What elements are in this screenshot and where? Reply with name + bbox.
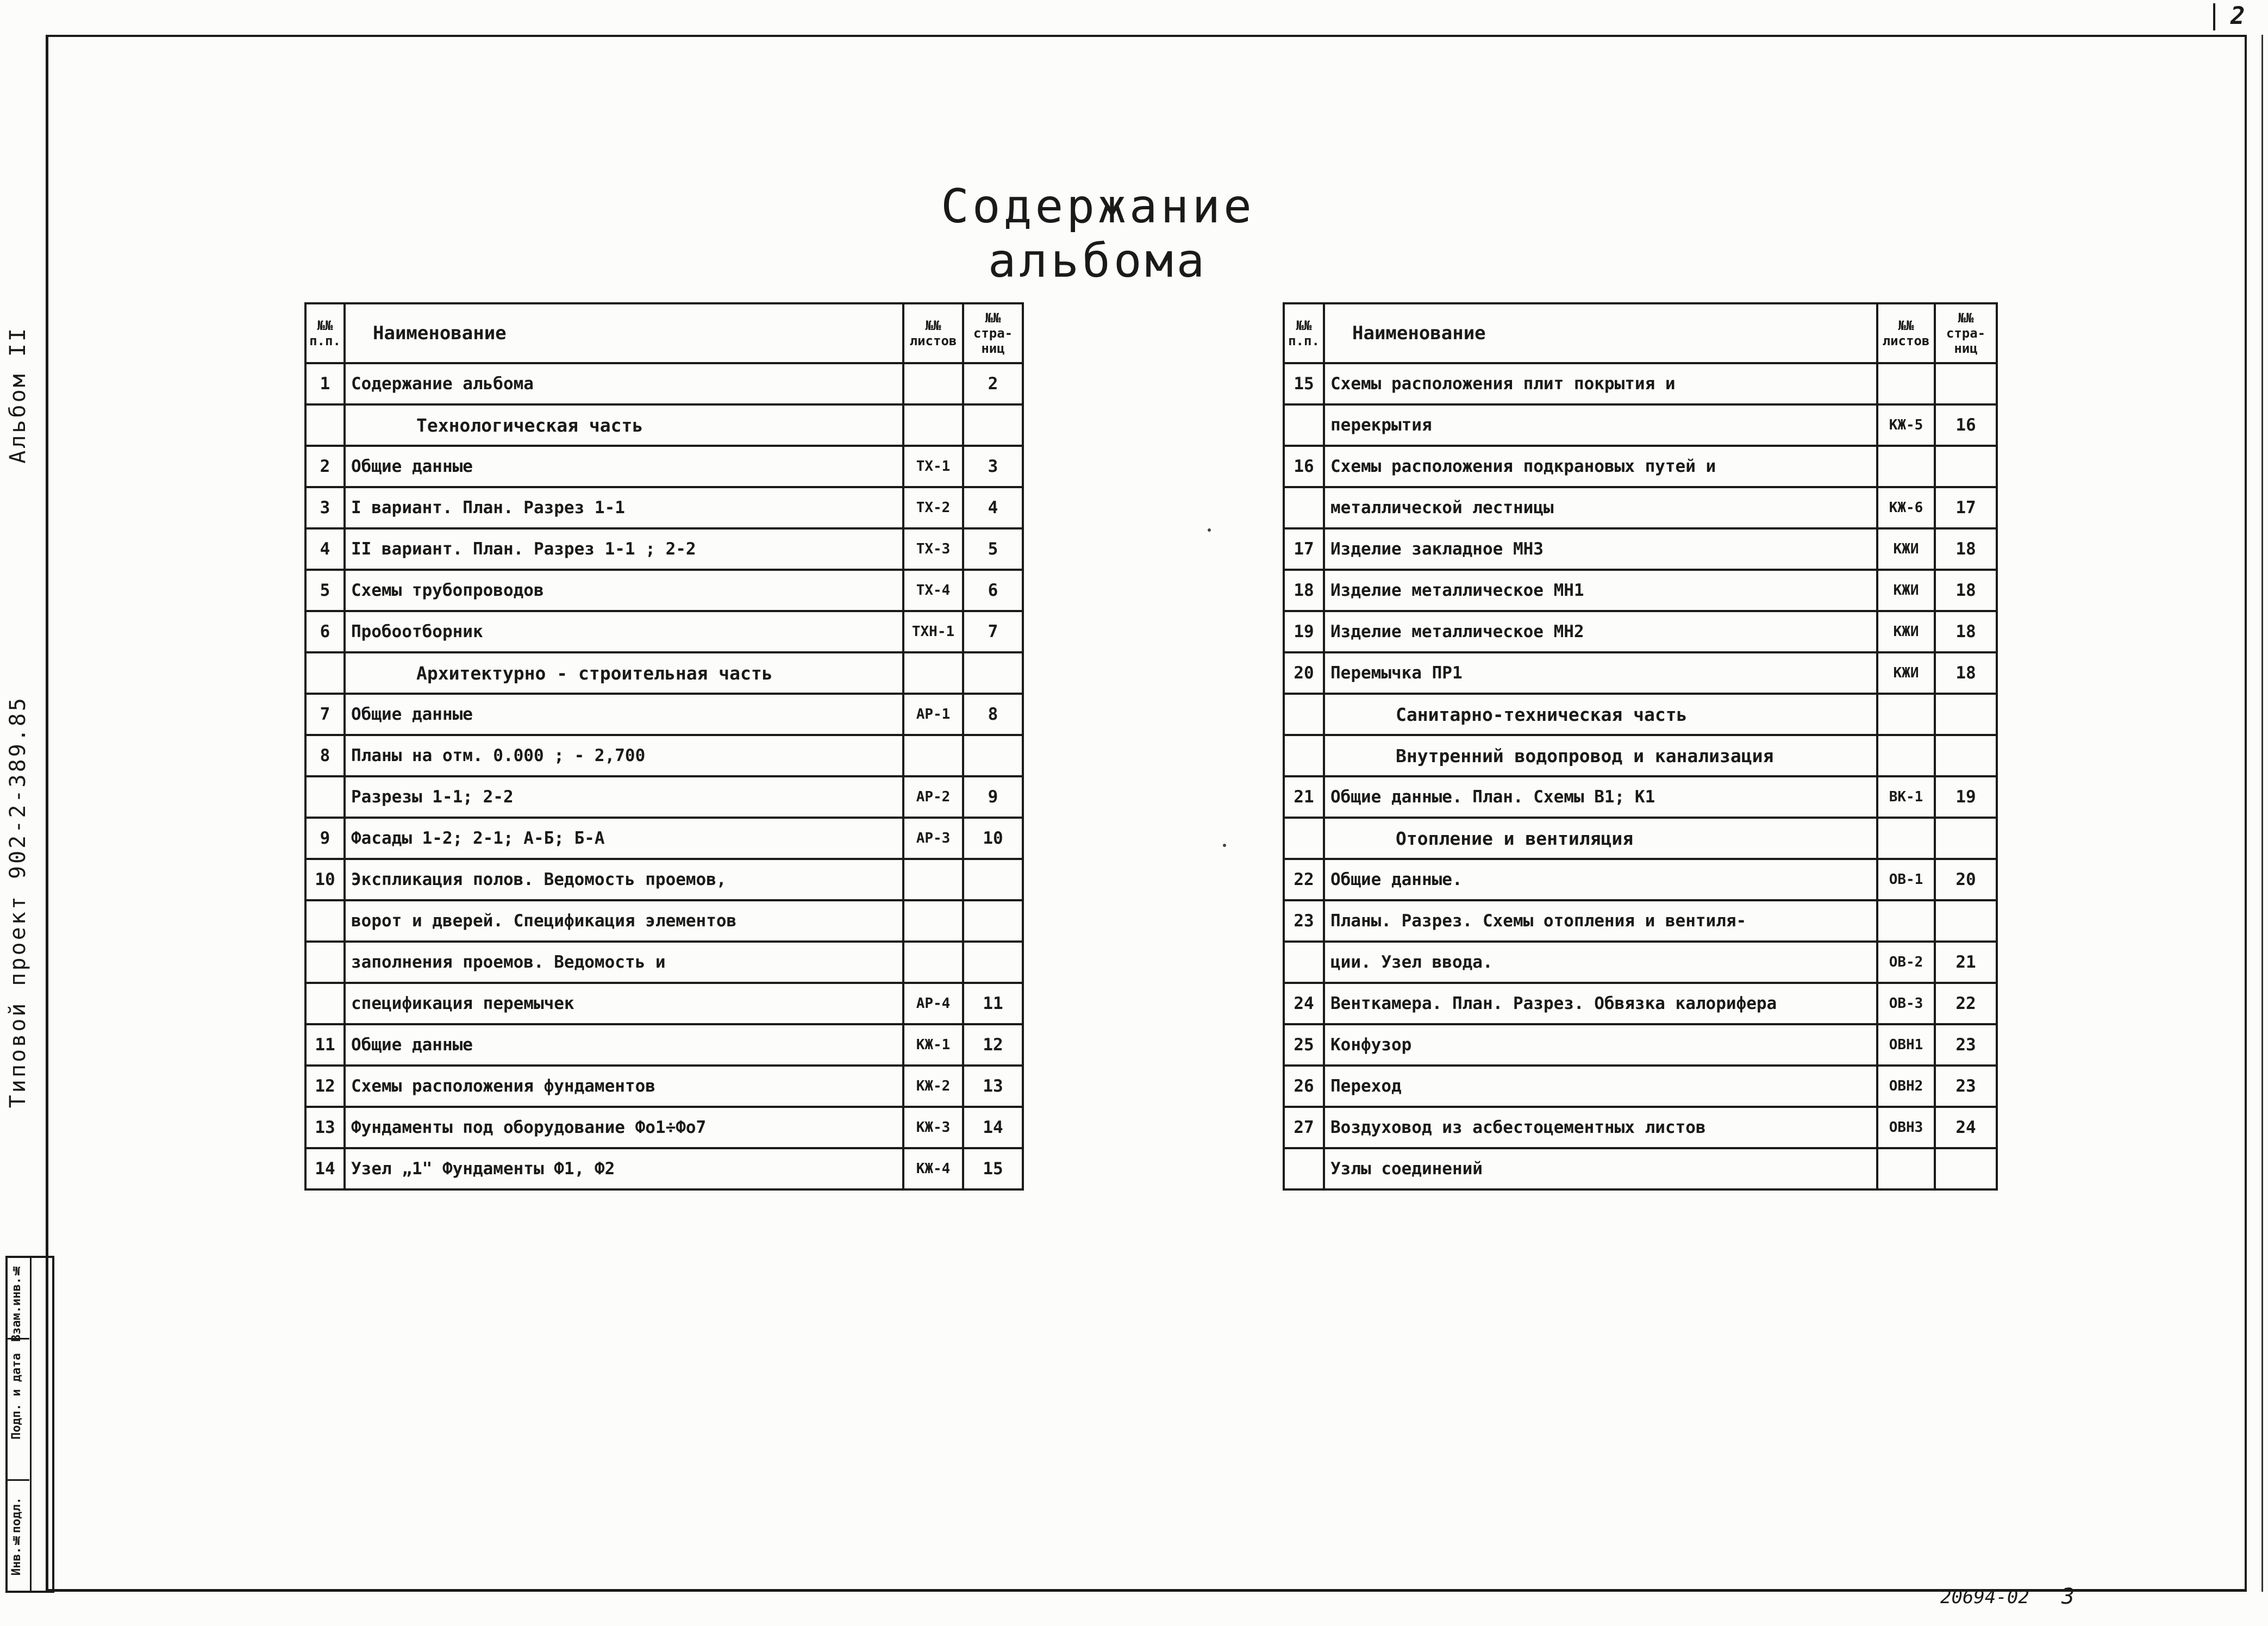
row-number — [1284, 818, 1324, 859]
page-number-cell: 6 — [963, 570, 1023, 611]
page-number-cell — [963, 735, 1023, 776]
table-row — [305, 487, 1023, 528]
side-album-label: Альбом II — [5, 326, 30, 464]
header-name: Наименование — [1324, 303, 1877, 363]
row-number: 24 — [1284, 983, 1324, 1024]
item-name: Воздуховод из асбестоцементных листов — [1324, 1107, 1877, 1148]
item-name: Переход — [1324, 1066, 1877, 1107]
page-number-cell: 21 — [1935, 942, 1997, 983]
sheet-code: ОВ-3 — [1877, 983, 1935, 1024]
page-number-cell — [963, 900, 1023, 942]
table-row — [305, 404, 1023, 446]
table-row — [1284, 983, 1997, 1024]
table-row — [305, 776, 1023, 818]
row-number — [305, 776, 345, 818]
item-name: Содержание альбома — [345, 363, 903, 404]
page-title: Содержание альбома — [941, 179, 1255, 288]
item-name: Схемы расположения фундаментов — [345, 1066, 903, 1107]
table-row — [1284, 900, 1997, 942]
row-number: 14 — [305, 1148, 345, 1189]
item-name: Схемы расположения плит покрытия и — [1324, 363, 1877, 404]
table-row — [1284, 1066, 1997, 1107]
header-pages: №№ стра-ниц — [963, 303, 1023, 363]
table-row — [305, 942, 1023, 983]
header-sheets: №№ листов — [903, 303, 963, 363]
row-number: 1 — [305, 363, 345, 404]
header-pages: №№ стра-ниц — [1935, 303, 1997, 363]
page-number-cell: 12 — [963, 1024, 1023, 1066]
corner-mark — [2213, 3, 2215, 30]
section-heading: Внутренний водопровод и канализация — [1324, 735, 1877, 776]
side-project-label: Типовой проект 902-2-389.85 — [5, 696, 30, 1108]
row-number: 2 — [305, 446, 345, 487]
row-number: 9 — [305, 818, 345, 859]
sheet-code — [1877, 694, 1935, 735]
sheet-code — [1877, 363, 1935, 404]
table-row — [1284, 735, 1997, 776]
page-number-cell — [1935, 900, 1997, 942]
sheet-code — [903, 942, 963, 983]
row-number: 4 — [305, 528, 345, 570]
row-number: 26 — [1284, 1066, 1324, 1107]
page-number-cell: 18 — [1935, 528, 1997, 570]
item-name: Экспликация полов. Ведомость проемов, — [345, 859, 903, 900]
sheet-code: ОВ-2 — [1877, 942, 1935, 983]
item-name: Разрезы 1-1; 2-2 — [345, 776, 903, 818]
table-row — [305, 1107, 1023, 1148]
sheet-code — [903, 404, 963, 446]
page-number-cell: 23 — [1935, 1066, 1997, 1107]
sheet-code — [903, 363, 963, 404]
table-row — [305, 983, 1023, 1024]
table-row — [1284, 818, 1997, 859]
page-number-cell — [963, 652, 1023, 694]
table-row — [1284, 694, 1997, 735]
table-row — [1284, 611, 1997, 652]
page-number-cell — [963, 942, 1023, 983]
sheet-code: КЖ-2 — [903, 1066, 963, 1107]
row-number — [1284, 942, 1324, 983]
sheet-code: КЖИ — [1877, 570, 1935, 611]
item-name: ции. Узел ввода. — [1324, 942, 1877, 983]
sheet-code: КЖИ — [1877, 611, 1935, 652]
page-number-cell — [1935, 363, 1997, 404]
section-heading: Технологическая часть — [345, 404, 903, 446]
sheet-code: ТХ-4 — [903, 570, 963, 611]
page-number-cell: 4 — [963, 487, 1023, 528]
table-row — [1284, 570, 1997, 611]
page-number-cell — [1935, 818, 1997, 859]
section-heading: Архитектурно - строительная часть — [345, 652, 903, 694]
table-row — [1284, 1024, 1997, 1066]
page-number-cell: 5 — [963, 528, 1023, 570]
item-name: Общие данные. План. Схемы В1; К1 — [1324, 776, 1877, 818]
item-name: Фасады 1-2; 2-1; А-Б; Б-А — [345, 818, 903, 859]
page-number-cell: 18 — [1935, 570, 1997, 611]
row-number — [305, 900, 345, 942]
sheet-code — [1877, 818, 1935, 859]
table-row — [305, 818, 1023, 859]
table-row — [1284, 776, 1997, 818]
table-row — [305, 363, 1023, 404]
table-row — [1284, 487, 1997, 528]
table-header-row — [305, 303, 1023, 363]
table-row — [305, 528, 1023, 570]
page-number-cell: 16 — [1935, 404, 1997, 446]
page-number-cell — [1935, 446, 1997, 487]
page-number-cell: 14 — [963, 1107, 1023, 1148]
item-name: Общие данные — [345, 694, 903, 735]
table-row — [305, 570, 1023, 611]
row-number: 6 — [305, 611, 345, 652]
row-number — [1284, 694, 1324, 735]
item-name: Перемычка ПР1 — [1324, 652, 1877, 694]
document-code: 20694-02 — [1940, 1586, 2029, 1608]
page-number-cell: 7 — [963, 611, 1023, 652]
item-name: Общие данные — [345, 1024, 903, 1066]
item-name: Общие данные. — [1324, 859, 1877, 900]
item-name: Схемы расположения подкрановых путей и — [1324, 446, 1877, 487]
row-number: 21 — [1284, 776, 1324, 818]
table-row — [1284, 363, 1997, 404]
sheet-code: ОВН3 — [1877, 1107, 1935, 1148]
sheet-code — [1877, 446, 1935, 487]
sheet-code — [903, 900, 963, 942]
page-number-cell: 15 — [963, 1148, 1023, 1189]
row-number: 8 — [305, 735, 345, 776]
table-row — [1284, 1148, 1997, 1189]
sheet-code — [903, 652, 963, 694]
page-number-cell — [963, 404, 1023, 446]
item-name: ворот и дверей. Спецификация элементов — [345, 900, 903, 942]
row-number: 25 — [1284, 1024, 1324, 1066]
table-row — [1284, 1107, 1997, 1148]
page-number-cell: 2 — [963, 363, 1023, 404]
sheet-code: АР-1 — [903, 694, 963, 735]
page-number-cell: 11 — [963, 983, 1023, 1024]
sheet-code — [903, 859, 963, 900]
page-number-cell: 8 — [963, 694, 1023, 735]
sheet-code — [1877, 900, 1935, 942]
row-number: 16 — [1284, 446, 1324, 487]
header-sheets: №№ листов — [1877, 303, 1935, 363]
item-name: Узлы соединений — [1324, 1148, 1877, 1189]
page-number-cell: 22 — [1935, 983, 1997, 1024]
table-row — [305, 1148, 1023, 1189]
page-number-cell: 13 — [963, 1066, 1023, 1107]
item-name: Пробоотборник — [345, 611, 903, 652]
approval-stamp — [5, 1256, 54, 1593]
item-name: Фундаменты под оборудование Фо1÷Фо7 — [345, 1107, 903, 1148]
row-number: 23 — [1284, 900, 1324, 942]
sheet-code: ВК-1 — [1877, 776, 1935, 818]
row-number: 7 — [305, 694, 345, 735]
table-row — [1284, 404, 1997, 446]
item-name: Планы. Разрез. Схемы отопления и вентиля- — [1324, 900, 1877, 942]
table-row — [305, 1024, 1023, 1066]
page-number-cell: 3 — [963, 446, 1023, 487]
table-row — [305, 611, 1023, 652]
sheet-code: АР-4 — [903, 983, 963, 1024]
row-number: 17 — [1284, 528, 1324, 570]
table-row — [1284, 528, 1997, 570]
row-number: 11 — [305, 1024, 345, 1066]
sheet-code — [1877, 1148, 1935, 1189]
item-name: металлической лестницы — [1324, 487, 1877, 528]
stamp-label: Взам.инв.№ — [10, 1263, 23, 1342]
contents-table-left — [304, 302, 1024, 1191]
row-number — [305, 652, 345, 694]
table-row — [305, 859, 1023, 900]
item-name: I вариант. План. Разрез 1-1 — [345, 487, 903, 528]
sheet-code — [1877, 735, 1935, 776]
table-row — [305, 446, 1023, 487]
sheet-code: КЖ-5 — [1877, 404, 1935, 446]
item-name: II вариант. План. Разрез 1-1 ; 2-2 — [345, 528, 903, 570]
sheet-code: АР-3 — [903, 818, 963, 859]
page-number: 3 — [2061, 1584, 2075, 1609]
page-number-cell: 23 — [1935, 1024, 1997, 1066]
page-number-cell — [1935, 735, 1997, 776]
row-number: 12 — [305, 1066, 345, 1107]
row-number: 5 — [305, 570, 345, 611]
item-name: перекрытия — [1324, 404, 1877, 446]
section-heading: Отопление и вентиляция — [1324, 818, 1877, 859]
item-name: Изделие металлическое МН2 — [1324, 611, 1877, 652]
sheet-code: ТХН-1 — [903, 611, 963, 652]
header-num: №№ п.п. — [305, 303, 345, 363]
page-number-cell — [1935, 1148, 1997, 1189]
page-number-cell: 20 — [1935, 859, 1997, 900]
right-margin-strip — [2247, 35, 2263, 1592]
row-number — [305, 983, 345, 1024]
page-number-cell: 9 — [963, 776, 1023, 818]
section-heading: Санитарно-техническая часть — [1324, 694, 1877, 735]
row-number: 18 — [1284, 570, 1324, 611]
page-number-cell: 17 — [1935, 487, 1997, 528]
header-name: Наименование — [345, 303, 903, 363]
item-name: Изделие металлическое МН1 — [1324, 570, 1877, 611]
row-number — [1284, 404, 1324, 446]
row-number: 19 — [1284, 611, 1324, 652]
row-number — [305, 942, 345, 983]
table-row — [305, 652, 1023, 694]
sheet-code: КЖ-3 — [903, 1107, 963, 1148]
row-number — [1284, 1148, 1324, 1189]
item-name: Конфузор — [1324, 1024, 1877, 1066]
stamp-label: Подп. и дата — [10, 1353, 23, 1440]
row-number: 15 — [1284, 363, 1324, 404]
speck — [1223, 844, 1226, 847]
sheet-code — [903, 735, 963, 776]
speck — [1208, 528, 1211, 532]
sheet-code: ОВН1 — [1877, 1024, 1935, 1066]
page-number-cell — [963, 859, 1023, 900]
page-number-cell — [1935, 694, 1997, 735]
page-number-cell: 24 — [1935, 1107, 1997, 1148]
sheet-code: ТХ-1 — [903, 446, 963, 487]
table-header-row — [1284, 303, 1997, 363]
stamp-label: Инв.№подл. — [10, 1497, 23, 1576]
item-name: Изделие закладное МН3 — [1324, 528, 1877, 570]
page-number-cell: 19 — [1935, 776, 1997, 818]
sheet-code: КЖ-1 — [903, 1024, 963, 1066]
row-number: 10 — [305, 859, 345, 900]
table-row — [305, 735, 1023, 776]
item-name: Венткамера. План. Разрез. Обвязка калорифера — [1324, 983, 1877, 1024]
item-name: Планы на отм. 0.000 ; - 2,700 — [345, 735, 903, 776]
row-number: 3 — [305, 487, 345, 528]
page-number-cell: 10 — [963, 818, 1023, 859]
row-number: 13 — [305, 1107, 345, 1148]
row-number: 22 — [1284, 859, 1324, 900]
table-row — [305, 694, 1023, 735]
table-row — [305, 900, 1023, 942]
sheet-code: КЖ-6 — [1877, 487, 1935, 528]
table-row — [305, 1066, 1023, 1107]
header-num: №№ п.п. — [1284, 303, 1324, 363]
row-number — [1284, 487, 1324, 528]
table-row — [1284, 446, 1997, 487]
sheet-code: КЖИ — [1877, 528, 1935, 570]
row-number — [1284, 735, 1324, 776]
table-row — [1284, 652, 1997, 694]
page-number-cell: 18 — [1935, 652, 1997, 694]
sheet-code: КЖ-4 — [903, 1148, 963, 1189]
item-name: Узел „1" Фундаменты Ф1, Ф2 — [345, 1148, 903, 1189]
item-name: заполнения проемов. Ведомость и — [345, 942, 903, 983]
sheet-code: ОВ-1 — [1877, 859, 1935, 900]
row-number: 27 — [1284, 1107, 1324, 1148]
contents-table-right — [1283, 302, 1998, 1191]
sheet-code: АР-2 — [903, 776, 963, 818]
sheet-code: ТХ-2 — [903, 487, 963, 528]
item-name: Общие данные — [345, 446, 903, 487]
row-number — [305, 404, 345, 446]
item-name: Схемы трубопроводов — [345, 570, 903, 611]
sheet-code: ТХ-3 — [903, 528, 963, 570]
sheet-number: 2 — [2230, 2, 2245, 30]
row-number: 20 — [1284, 652, 1324, 694]
sheet-code: ОВН2 — [1877, 1066, 1935, 1107]
item-name: спецификация перемычек — [345, 983, 903, 1024]
page-number-cell: 18 — [1935, 611, 1997, 652]
table-row — [1284, 859, 1997, 900]
sheet-code: КЖИ — [1877, 652, 1935, 694]
table-row — [1284, 942, 1997, 983]
